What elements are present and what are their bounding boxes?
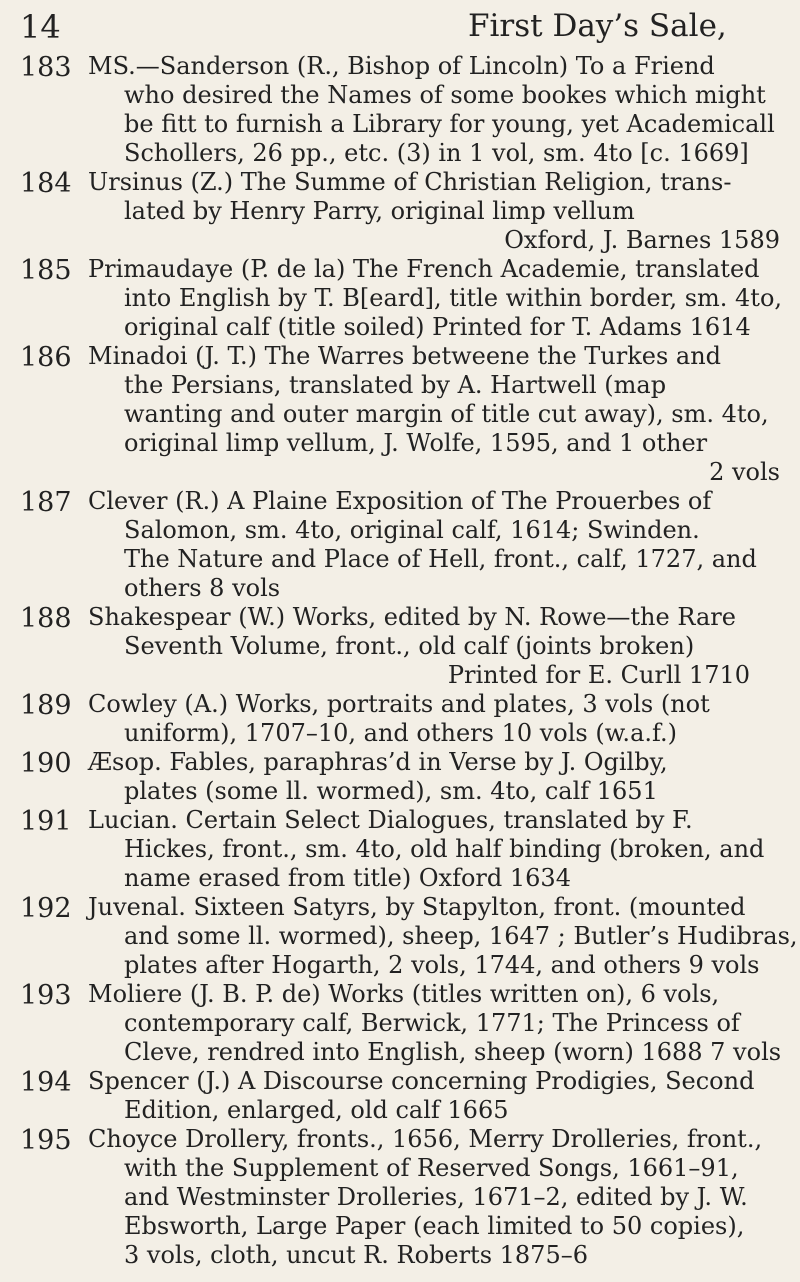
lot-description xyxy=(88,748,780,806)
lot-line: Seventh Volume, front., old calf (joints broken) xyxy=(124,632,695,660)
lot-line: be fitt to furnish a Library for young, yet Academicall xyxy=(124,110,775,138)
lot-line: lated by Henry Parry, original limp vellum xyxy=(124,197,635,225)
lot-line: original limp vellum, J. Wolfe, 1595, and 1 other xyxy=(124,429,708,457)
lot-description xyxy=(88,342,780,487)
lot-line: MS.—Sanderson (R., Bishop of Lincoln) To a Friend xyxy=(88,52,715,80)
lot-line: plates after Hogarth, 2 vols, 1744, and others 9 vols xyxy=(124,951,760,979)
lot-line: name erased from title) Oxford 1634 xyxy=(124,864,571,892)
lot-description xyxy=(88,52,780,168)
lot-line: The Nature and Place of Hell, front., calf, 1727, and xyxy=(124,545,757,573)
lot-number: 194 xyxy=(20,1067,72,1098)
lot-line: Cowley (A.) Works, portraits and plates, 3 vols (not xyxy=(88,690,710,718)
lot-line: into English by T. B[eard], title within border, sm. 4to, xyxy=(124,284,783,312)
lot-number: 184 xyxy=(20,168,72,199)
lot-number: 187 xyxy=(20,487,72,518)
lot-line: and some ll. wormed), sheep, 1647 ; Butler’s Hudibras, xyxy=(124,922,798,950)
lot-line: plates (some ll. wormed), sm. 4to, calf 1651 xyxy=(124,777,658,805)
lot-line: Clever (R.) A Plaine Exposition of The Prouerbes of xyxy=(88,487,712,515)
lot-line: 2 vols xyxy=(709,458,780,486)
lot-line: wanting and outer margin of title cut away), sm. 4to, xyxy=(124,400,769,428)
lot-number: 183 xyxy=(20,52,72,83)
lot-line: 3 vols, cloth, uncut R. Roberts 1875–6 xyxy=(124,1241,588,1269)
lot-description xyxy=(88,806,780,893)
lot-description xyxy=(88,1125,780,1270)
lot-entry xyxy=(20,603,780,690)
lot-entry xyxy=(20,487,780,603)
lot-line: Printed for E. Curll 1710 xyxy=(447,661,750,689)
lot-number: 190 xyxy=(20,748,72,779)
lot-line: and Westminster Drolleries, 1671–2, edited by J. W. xyxy=(124,1183,748,1211)
page-number: 14 xyxy=(20,8,61,46)
lot-description xyxy=(88,255,783,342)
lot-line: Minadoi (J. T.) The Warres betweene the Turkes and xyxy=(88,342,722,370)
lot-description xyxy=(88,1067,780,1125)
lot-description xyxy=(88,893,798,980)
lot-number: 191 xyxy=(20,806,72,837)
lot-line: who desired the Names of some bookes which might xyxy=(124,81,766,109)
lot-line: Moliere (J. B. P. de) Works (titles written on), 6 vols, xyxy=(88,980,720,1008)
lot-description xyxy=(88,690,780,748)
lot-line: others 8 vols xyxy=(124,574,281,602)
lot-description xyxy=(88,980,780,1067)
lot-line: Æsop. Fables, paraphras’d in Verse by J. Ogilby, xyxy=(88,748,668,776)
lot-entry xyxy=(20,806,780,893)
lot-entry xyxy=(20,980,780,1067)
lot-line: contemporary calf, Berwick, 1771; The Princess of xyxy=(124,1009,740,1037)
lot-description xyxy=(88,603,780,690)
lot-line: Lucian. Certain Select Dialogues, translated by F. xyxy=(88,806,693,834)
lot-number: 185 xyxy=(20,255,72,286)
lot-line: Choyce Drollery, fronts., 1656, Merry Drolleries, front., xyxy=(88,1125,763,1153)
lot-description xyxy=(88,487,780,603)
lot-line: Hickes, front., sm. 4to, old half binding (broken, and xyxy=(124,835,765,863)
lot-line: original calf (title soiled) Printed for T. Adams 1614 xyxy=(124,313,751,341)
running-head: First Day’s Sale, xyxy=(468,8,727,44)
lot-number: 188 xyxy=(20,603,72,634)
lot-line: Shakespear (W.) Works, edited by N. Rowe—the Rare xyxy=(88,603,736,631)
lot-description xyxy=(88,168,780,255)
lot-line: with the Supplement of Reserved Songs, 1661–91, xyxy=(124,1154,739,1182)
lot-number: 189 xyxy=(20,690,72,721)
lot-entry xyxy=(20,690,780,748)
lot-number: 193 xyxy=(20,980,72,1011)
lot-entry xyxy=(20,52,780,168)
lot-line: Schollers, 26 pp., etc. (3) in 1 vol, sm. 4to [c. 1669] xyxy=(124,139,749,167)
lot-line: Edition, enlarged, old calf 1665 xyxy=(124,1096,509,1124)
lot-line: Oxford, J. Barnes 1589 xyxy=(504,226,780,254)
lot-entry xyxy=(20,1067,780,1125)
lot-number: 192 xyxy=(20,893,72,924)
lot-line: Juvenal. Sixteen Satyrs, by Stapylton, front. (mounted xyxy=(88,893,746,921)
lot-line: Spencer (J.) A Discourse concerning Prodigies, Second xyxy=(88,1067,755,1095)
lot-line: Ursinus (Z.) The Summe of Christian Religion, trans- xyxy=(88,168,732,196)
page-header xyxy=(0,8,800,48)
lot-line: the Persians, translated by A. Hartwell (map xyxy=(124,371,667,399)
lot-number: 186 xyxy=(20,342,72,373)
lot-line: uniform), 1707–10, and others 10 vols (w.a.f.) xyxy=(124,719,678,747)
lot-entry xyxy=(20,748,780,806)
lot-number: 195 xyxy=(20,1125,72,1156)
lot-line: Ebsworth, Large Paper (each limited to 50 copies), xyxy=(124,1212,745,1240)
lot-entry xyxy=(20,168,780,255)
lot-entry xyxy=(20,255,783,342)
lot-entry xyxy=(20,342,780,487)
lot-line: Cleve, rendred into English, sheep (worn) 1688 7 vols xyxy=(124,1038,782,1066)
lot-entry xyxy=(20,1125,780,1270)
lot-entry xyxy=(20,893,798,980)
lot-line: Salomon, sm. 4to, original calf, 1614; Swinden. xyxy=(124,516,700,544)
lot-line: Primaudaye (P. de la) The French Academie, translated xyxy=(88,255,760,283)
